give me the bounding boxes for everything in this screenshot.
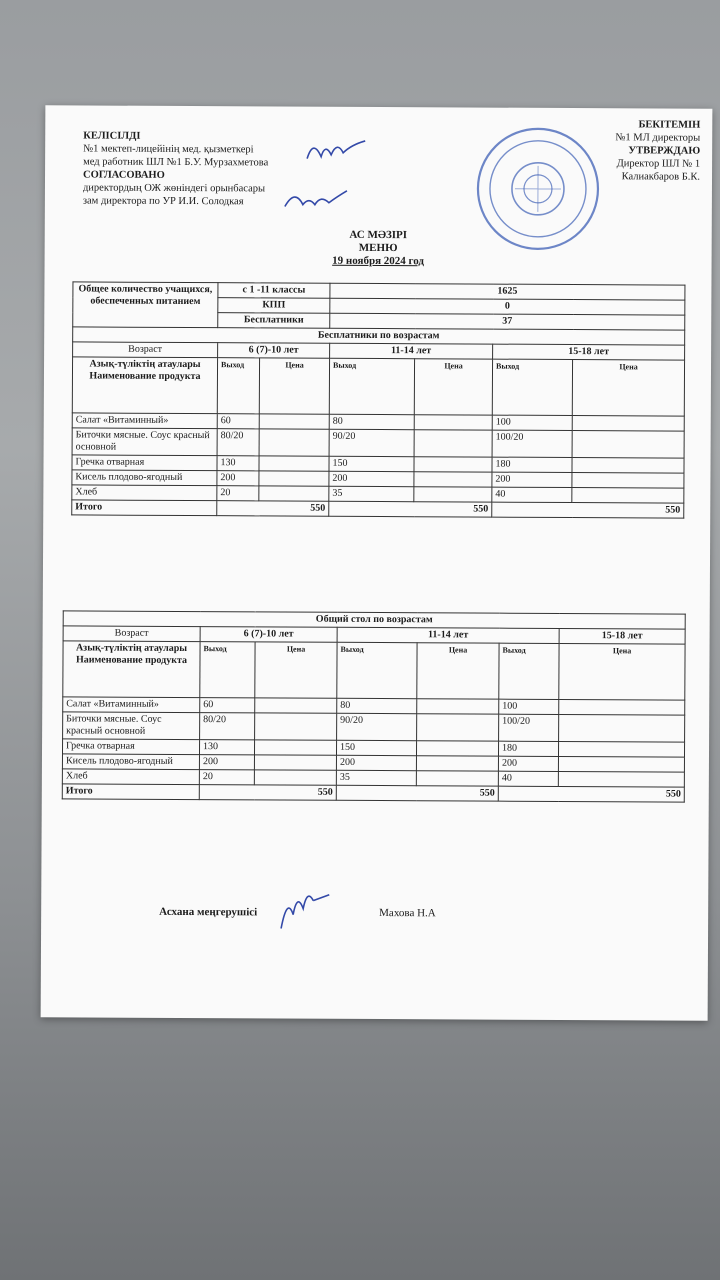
approval-left-block [83, 129, 269, 208]
yield: 200 [336, 755, 416, 770]
column-header-row [72, 357, 684, 416]
yield: 200 [329, 471, 414, 486]
director-kz: №1 МЛ директоры [615, 132, 701, 144]
yield: 200 [199, 755, 254, 770]
yield: 80 [337, 698, 417, 713]
yield: 80/20 [217, 429, 259, 456]
med-worker-ru: мед работник ШЛ №1 Б.У. Мурзахметова [83, 156, 269, 169]
column-header-row [63, 641, 685, 700]
table-row [63, 712, 685, 742]
signature-canteen-head [273, 878, 333, 938]
general-table [62, 610, 686, 802]
total-label: Итого [72, 500, 217, 516]
product-name: Гречка отварная [72, 455, 217, 471]
summary-row [73, 282, 685, 300]
yield: 130 [199, 740, 254, 755]
yield: 35 [329, 486, 414, 501]
age-label: Возраст [73, 342, 218, 358]
age-label: Возраст [63, 626, 200, 642]
product-name: Гречка отварная [62, 739, 199, 755]
total-value: 550 [199, 785, 336, 801]
summary-name: с 1 -11 классы [218, 283, 330, 299]
canteen-head-name: Махова Н.А [379, 907, 436, 920]
product-header: Азық-түліктің атаулары Наименование продукта [72, 357, 217, 414]
col-out: Выход [499, 643, 559, 699]
free-meals-table [71, 281, 685, 518]
signature-med-worker [303, 135, 373, 165]
menu-document [41, 105, 713, 1020]
yield: 200 [492, 472, 572, 487]
yield: 180 [498, 741, 558, 756]
total-value: 550 [336, 785, 498, 801]
yield: 40 [492, 487, 572, 502]
summary-name: Бесплатники [218, 313, 330, 329]
canteen-head-role: Асхана меңгерушісі [159, 905, 258, 919]
product-name: Салат «Витаминный» [72, 413, 217, 429]
director-name: Калиакбаров Б.К. [621, 171, 701, 183]
yield: 100/20 [492, 430, 572, 457]
summary-value: 0 [330, 298, 685, 315]
director-ru: Директор ШЛ № 1 [616, 158, 701, 170]
product-name: Кисель плодово-ягодный [62, 754, 199, 770]
yield: 150 [329, 456, 414, 471]
agreed-ru: СОГЛАСОВАНО [82, 169, 165, 181]
yield: 100 [499, 699, 559, 714]
summary-name: КПП [218, 298, 330, 314]
yield: 20 [199, 770, 254, 785]
col-out: Выход [329, 358, 414, 414]
menu-date: 19 ноября 2024 год [332, 254, 425, 268]
section-title: Бесплатники по возрастам [73, 327, 685, 345]
yield: 35 [336, 770, 416, 785]
agreed-kz: КЕЛІСІЛДІ [83, 130, 141, 142]
total-value: 550 [217, 501, 329, 517]
yield: 150 [336, 740, 416, 755]
col-out: Выход [337, 642, 417, 698]
yield: 80 [329, 414, 414, 429]
total-value: 550 [329, 501, 492, 517]
total-label: Итого [62, 784, 199, 800]
yield: 130 [217, 456, 259, 471]
yield: 90/20 [337, 713, 417, 740]
col-price: Цена [559, 643, 685, 700]
col-price: Цена [255, 642, 337, 698]
yield: 100 [492, 415, 572, 430]
section-title: Общий стол по возрастам [63, 611, 685, 629]
yield: 100/20 [499, 714, 559, 741]
product-name: Кисель плодово-ягодный [72, 470, 217, 486]
menu-title [45, 227, 712, 269]
col-price: Цена [259, 358, 329, 414]
deputy-ru: зам директора по УР И.И. Солодкая [82, 195, 244, 208]
yield: 20 [217, 486, 259, 501]
age-group: 15-18 лет [493, 344, 685, 360]
col-out: Выход [200, 642, 255, 698]
total-row [62, 784, 684, 802]
age-group: 15-18 лет [559, 628, 685, 644]
approve-ru: УТВЕРЖДАЮ [628, 145, 701, 157]
yield: 80/20 [200, 713, 255, 740]
title-ru: МЕНЮ [358, 241, 398, 255]
approve-kz: БЕКІТЕМІН [638, 119, 701, 131]
summary-label: Общее количество учащихся, обеспеченных питанием [73, 282, 218, 328]
age-group: 11-14 лет [330, 343, 493, 359]
product-name: Салат «Витаминный» [63, 697, 200, 713]
yield: 60 [217, 414, 259, 429]
total-value: 550 [498, 786, 684, 802]
approval-right-block [615, 118, 700, 183]
yield: 180 [492, 457, 572, 472]
col-price: Цена [414, 359, 492, 415]
yield: 90/20 [329, 429, 414, 456]
age-group: 6 (7)-10 лет [218, 343, 330, 359]
yield: 60 [200, 698, 255, 713]
summary-value: 37 [330, 313, 685, 330]
yield: 40 [498, 771, 558, 786]
product-name: Биточки мясные. Соус красный основной [63, 712, 200, 740]
col-out: Выход [492, 359, 572, 415]
summary-value: 1625 [330, 283, 685, 300]
total-value: 550 [492, 502, 684, 518]
product-name: Биточки мясные. Соус красный основной [72, 428, 217, 456]
deputy-kz: директордың ОЖ жөніндегі орынбасары [82, 182, 266, 195]
title-kz: АС МӘЗІРІ [349, 228, 408, 242]
yield: 200 [498, 756, 558, 771]
table-row [72, 428, 684, 458]
col-price: Цена [417, 643, 499, 699]
age-group: 11-14 лет [337, 627, 559, 643]
signature-deputy [281, 186, 351, 214]
yield: 200 [217, 471, 259, 486]
med-worker-kz: №1 мектеп-лицейінің мед. қызметкері [83, 143, 254, 156]
col-price: Цена [572, 360, 684, 417]
col-out: Выход [217, 358, 259, 414]
product-header: Азық-түліктің атаулары Наименование продукта [63, 641, 200, 698]
total-row [72, 500, 684, 518]
product-name: Хлеб [62, 769, 199, 785]
product-name: Хлеб [72, 485, 217, 501]
age-group: 6 (7)-10 лет [200, 627, 337, 643]
